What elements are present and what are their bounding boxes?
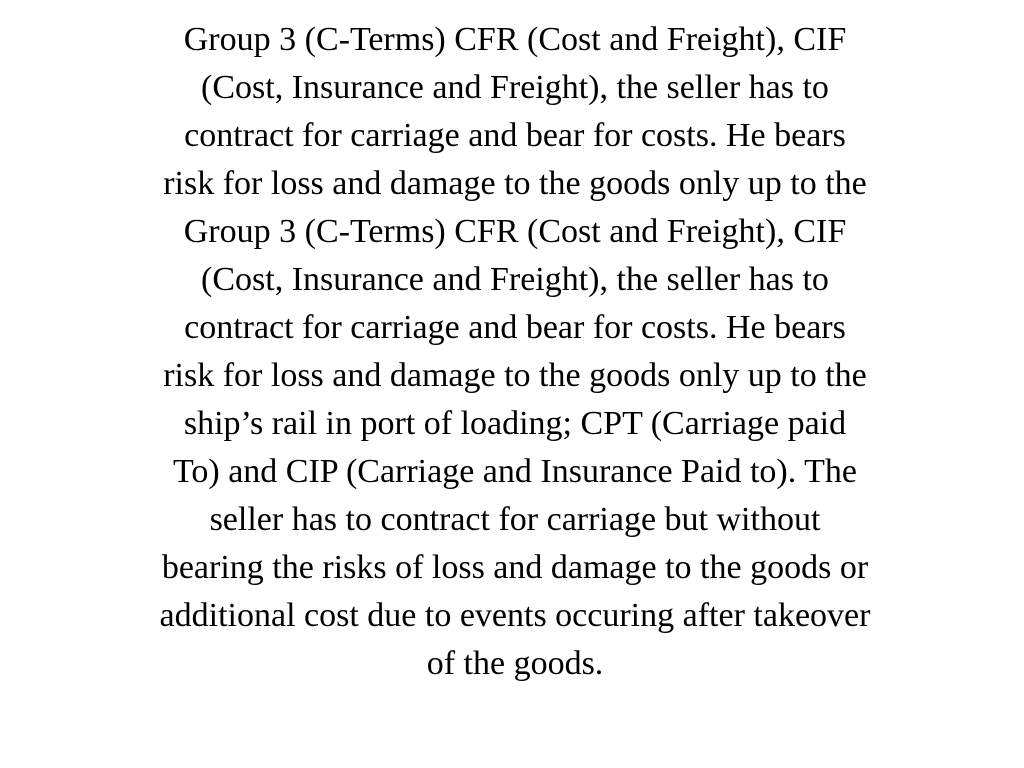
text-line-14: of the goods. xyxy=(426,645,604,682)
text-line-11: seller has to contract for carriage but without xyxy=(209,501,821,538)
text-line-9: ship’s rail in port of loading; CPT (Carriage paid xyxy=(183,405,847,442)
text-line-6: (Cost, Insurance and Freight), the seller has to xyxy=(201,261,829,298)
slide-body-text xyxy=(96,16,934,688)
text-line-8: risk for loss and damage to the goods only up to the xyxy=(163,357,867,394)
text-line-4: risk for loss and damage to the goods only up to the xyxy=(163,165,867,202)
text-line-1: Group 3 (C-Terms) CFR (Cost and Freight), CIF xyxy=(183,21,847,58)
text-line-7: contract for carriage and bear for costs. He bears xyxy=(184,309,846,346)
text-line-13: additional cost due to events occuring after takeover xyxy=(159,597,871,634)
text-line-3: contract for carriage and bear for costs. He bears xyxy=(184,117,846,154)
text-line-5: Group 3 (C-Terms) CFR (Cost and Freight), CIF xyxy=(183,213,847,250)
text-line-2: (Cost, Insurance and Freight), the seller has to xyxy=(201,69,829,106)
text-line-12: bearing the risks of loss and damage to the goods or xyxy=(161,549,869,586)
text-line-10: To) and CIP (Carriage and Insurance Paid to). The xyxy=(172,453,858,490)
